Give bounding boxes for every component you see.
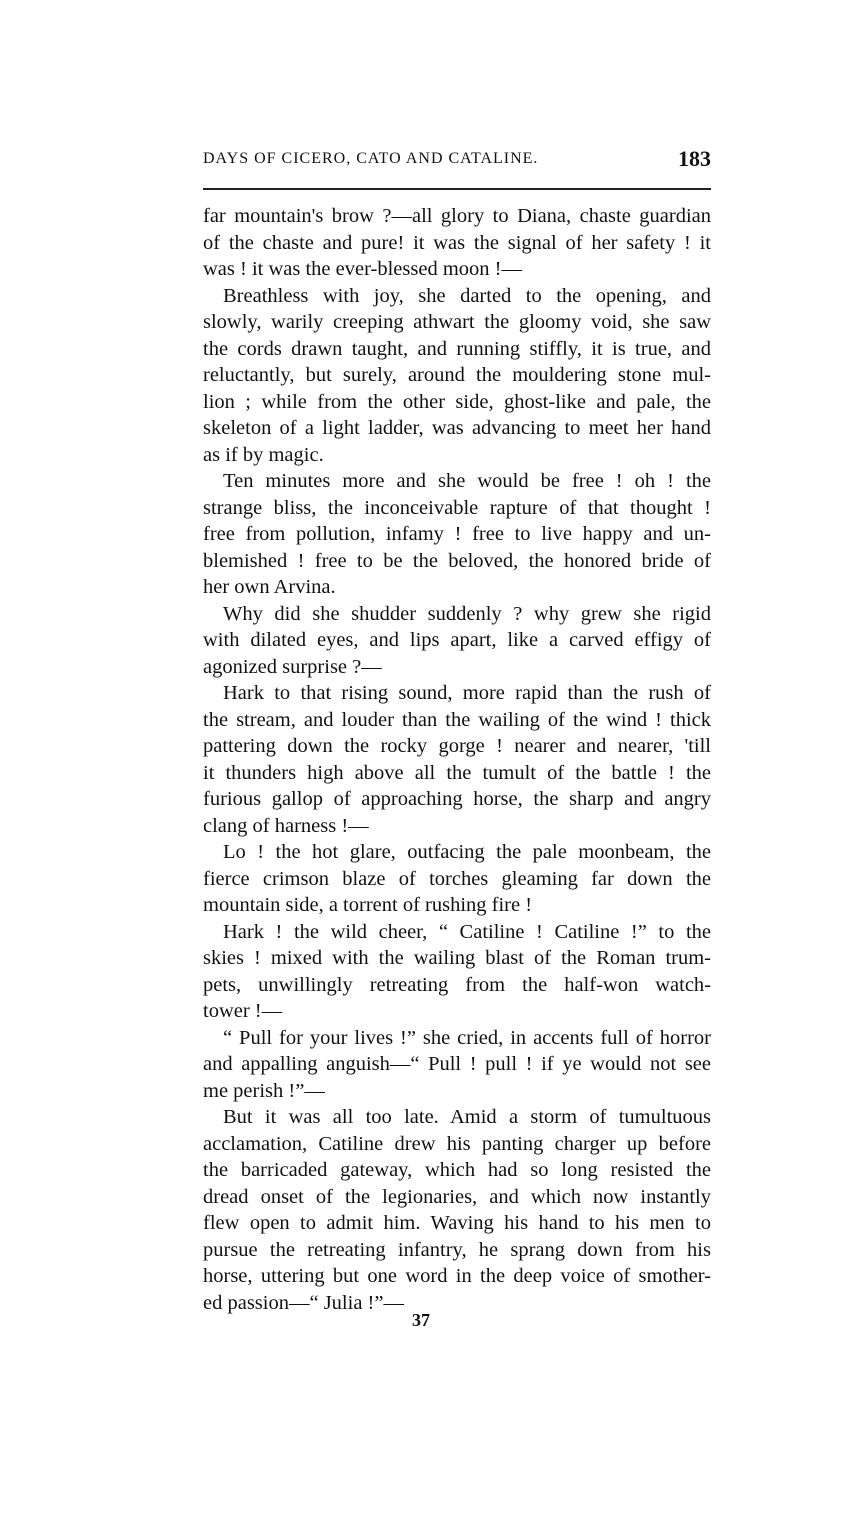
text-line: skeleton of a light ladder, was advancing to meet her hand	[203, 417, 711, 439]
text-line: slowly, warily creeping athwart the gloomy void, she saw	[203, 311, 711, 333]
text-line: acclamation, Catiline drew his panting charger up before	[203, 1132, 711, 1155]
text-line: free from pollution, infamy ! free to live happy and un-	[203, 523, 711, 545]
signature-mark: 37	[412, 1310, 430, 1330]
text-line: far mountain's brow ?—all glory to Diana, chaste guardian	[203, 205, 711, 227]
text-line: Breathless with joy, she darted to the opening, and	[223, 284, 711, 307]
text-line: it thunders high above all the tumult of the battle ! the	[203, 761, 711, 784]
text-line: fierce crimson blaze of torches gleaming far down the	[203, 867, 711, 890]
body-text	[203, 203, 711, 1316]
text-line: pets, unwillingly retreating from the half-won watch-	[203, 973, 711, 996]
text-line: dread onset of the legionaries, and which now instantly	[203, 1185, 711, 1208]
text-line: Why did she shudder suddenly ? why grew she rigid	[223, 602, 711, 625]
text-line: agonized surprise ?—	[203, 655, 382, 678]
running-header	[203, 146, 711, 176]
text-line: Hark to that rising sound, more rapid than the rush of	[223, 682, 711, 704]
text-line: tower !—	[203, 1000, 283, 1022]
text-line: the stream, and louder than the wailing of the wind ! thick	[203, 708, 711, 731]
text-line: and appalling anguish—“ Pull ! pull ! if ye would not see	[203, 1053, 711, 1075]
text-line: strange bliss, the inconceivable rapture of that thought !	[203, 496, 711, 519]
text-line: clang of harness !—	[203, 814, 369, 837]
text-line: blemished ! free to be the beloved, the honored bride of	[203, 549, 711, 572]
text-line: her own Arvina.	[203, 576, 336, 598]
text-line: as if by magic.	[203, 443, 324, 466]
text-line: ed passion—“ Julia !”—	[203, 1291, 404, 1314]
text-line: mountain side, a torrent of rushing fire !	[203, 894, 533, 916]
text-line: furious gallop of approaching horse, the sharp and angry	[203, 788, 711, 810]
text-line: Hark ! the wild cheer, “ Catiline ! Catiline !” to the	[223, 920, 711, 943]
text-line: the cords drawn taught, and running stiffly, it is true, and	[203, 337, 711, 360]
page-number: 183	[678, 146, 711, 171]
text-line: with dilated eyes, and lips apart, like a carved effigy of	[203, 629, 711, 651]
text-line: the barricaded gateway, which had so long resisted the	[203, 1159, 711, 1181]
text-line: horse, uttering but one word in the deep voice of smother-	[203, 1265, 711, 1287]
text-line: lion ; while from the other side, ghost-like and pale, the	[203, 390, 711, 413]
running-title: DAYS OF CICERO, CATO AND CATALINE.	[203, 150, 539, 167]
text-line: flew open to admit him. Waving his hand to his men to	[203, 1212, 711, 1234]
text-line: was ! it was the ever-blessed moon !—	[203, 258, 522, 280]
text-line: pattering down the rocky gorge ! nearer and nearer, 'till	[203, 735, 711, 757]
text-line: Ten minutes more and she would be free ! oh ! the	[223, 470, 711, 492]
text-line: pursue the retreating infantry, he sprang down from his	[203, 1238, 711, 1261]
header-rule	[203, 188, 711, 190]
text-line: me perish !”—	[203, 1079, 325, 1102]
text-line: reluctantly, but surely, around the mouldering stone mul-	[203, 364, 711, 386]
text-line: Lo ! the hot glare, outfacing the pale moonbeam, the	[223, 841, 711, 863]
text-line: “ Pull for your lives !” she cried, in accents full of horror	[223, 1026, 711, 1049]
text-line: of the chaste and pure! it was the signal of her safety ! it	[203, 231, 711, 254]
text-line: skies ! mixed with the wailing blast of the Roman trum-	[203, 947, 711, 969]
text-line: But it was all too late. Amid a storm of tumultuous	[223, 1106, 711, 1128]
